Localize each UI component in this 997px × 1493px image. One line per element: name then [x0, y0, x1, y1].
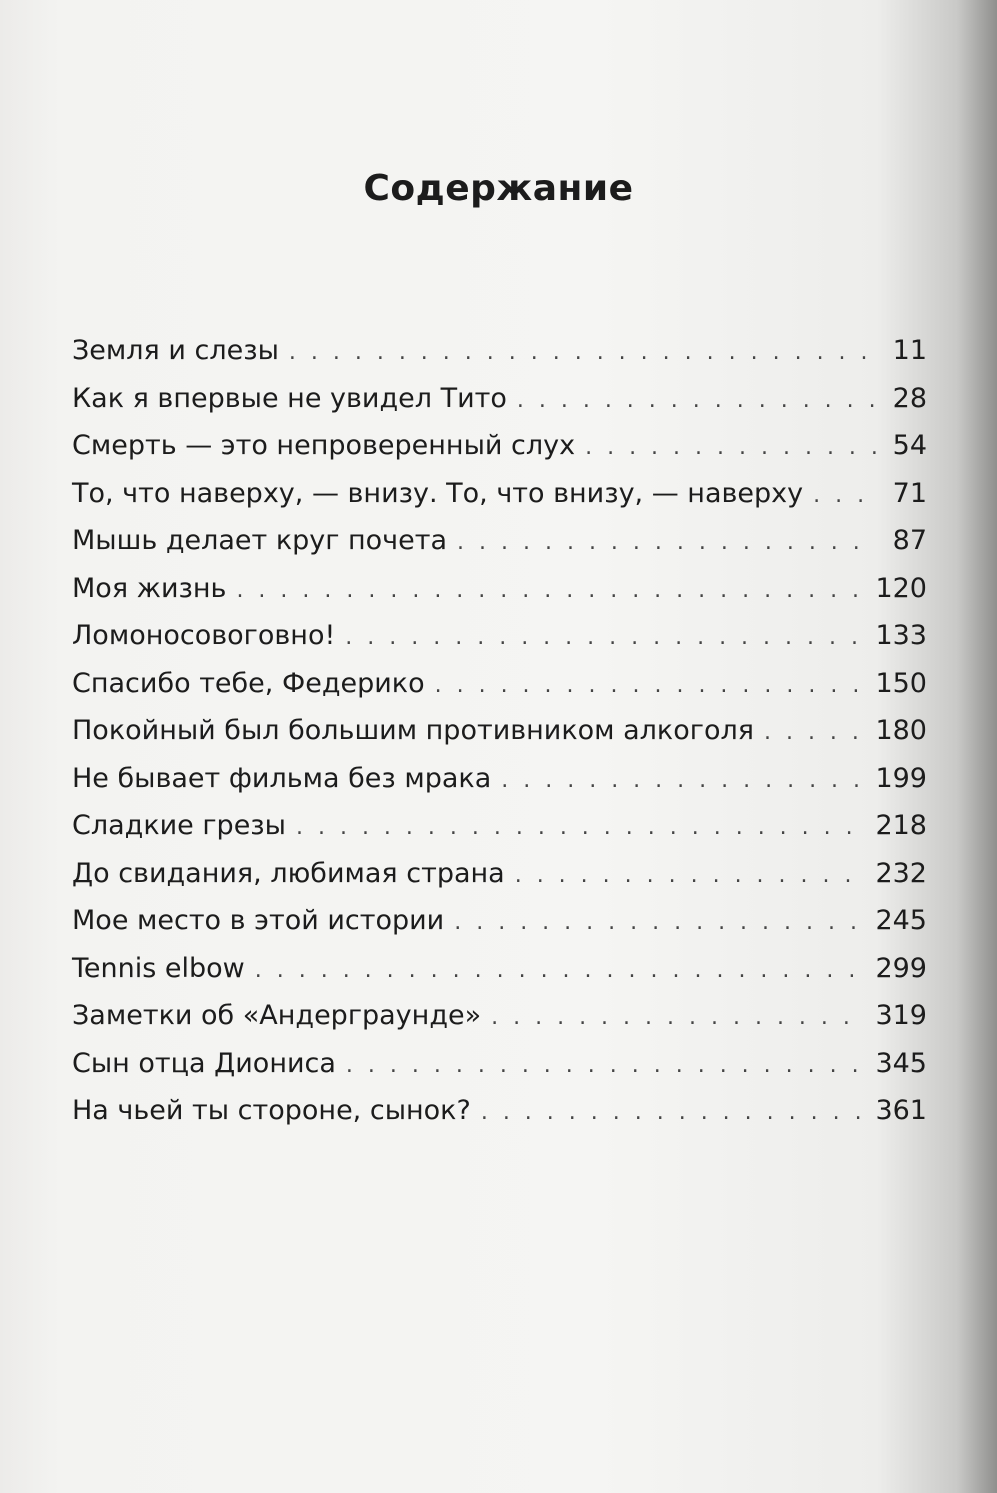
toc-entry-title: Мышь делает круг почета [72, 525, 448, 556]
leader-dots [491, 1005, 865, 1030]
toc-entry-title: Покойный был большим противником алкоголя [72, 715, 754, 746]
leader-dots [345, 625, 865, 650]
toc-entry-title: Мое место в этой истории [72, 905, 445, 936]
toc-entry-page: 345 [875, 1047, 927, 1079]
leader-dots [296, 815, 865, 840]
toc-entry-page: 245 [875, 905, 927, 936]
toc-entry [72, 335, 927, 383]
leader-dots [255, 958, 866, 983]
toc-entry [72, 763, 927, 811]
toc-entry-page: 150 [875, 667, 927, 699]
toc-entry [72, 1048, 927, 1096]
toc-entry [72, 430, 927, 478]
toc-entry-page: 28 [892, 382, 927, 414]
leader-dots [454, 910, 865, 935]
toc-entry [72, 573, 927, 621]
toc-entry-title: Земля и слезы [72, 335, 279, 366]
toc-entry-title: Заметки об «Андерграунде» [72, 1000, 482, 1031]
toc-entry-title: Моя жизнь [72, 572, 227, 604]
toc-entry [72, 1095, 927, 1143]
toc-entry-title: Спасибо тебе, Федерико [72, 667, 425, 699]
leader-dots [585, 435, 877, 460]
toc-entry-title: До свидания, любимая страна [72, 857, 505, 889]
toc-entry-page: 361 [875, 1095, 927, 1126]
toc-entry-title: Как я впервые не увидел Тито [72, 382, 507, 414]
toc-entry-title: Сын отца Диониса [72, 1047, 336, 1079]
toc-entry [72, 620, 927, 668]
leader-dots [501, 768, 865, 793]
leader-dots [813, 483, 877, 508]
toc-entry-page: 71 [892, 477, 927, 509]
toc-entry [72, 858, 927, 906]
toc-entry-page: 199 [875, 762, 927, 794]
leader-dots [346, 1053, 866, 1078]
toc-entry [72, 525, 927, 573]
toc-entry-page: 54 [892, 430, 927, 461]
toc-entry-title: То, что наверху, — внизу. То, что внизу, — наверху [72, 477, 804, 509]
toc-entry-title: Смерть — это непроверенный слух [72, 430, 576, 461]
toc-entry [72, 715, 927, 763]
toc-entry-page: 299 [875, 952, 927, 984]
toc-entry-page: 120 [875, 572, 927, 604]
leader-dots [457, 530, 877, 555]
toc-entry-page: 218 [875, 810, 927, 841]
toc-entry [72, 383, 927, 431]
toc-entry [72, 1000, 927, 1048]
toc-entry [72, 953, 927, 1001]
toc-entry-title: Сладкие грезы [72, 810, 286, 841]
toc-entry-page: 180 [875, 715, 927, 746]
leader-dots [289, 340, 877, 365]
table-of-contents [72, 335, 927, 1143]
toc-entry-title: Tennis elbow [72, 952, 245, 984]
toc-entry [72, 810, 927, 858]
toc-entry-page: 133 [875, 620, 927, 651]
toc-entry [72, 905, 927, 953]
toc-entry-title: Не бывает фильма без мрака [72, 762, 492, 794]
leader-dots [435, 673, 866, 698]
leader-dots [764, 720, 865, 745]
toc-entry [72, 478, 927, 526]
toc-entry-title: Ломоносовоговно! [72, 620, 336, 651]
toc-entry-page: 232 [875, 857, 927, 889]
toc-entry [72, 668, 927, 716]
leader-dots [515, 863, 866, 888]
toc-entry-page: 87 [892, 525, 927, 556]
leader-dots [481, 1100, 866, 1125]
toc-entry-page: 11 [892, 335, 927, 366]
toc-entry-page: 319 [875, 1000, 927, 1031]
leader-dots [236, 578, 865, 603]
page-title: Содержание [363, 168, 634, 209]
leader-dots [517, 388, 877, 413]
toc-entry-title: На чьей ты стороне, сынок? [72, 1095, 471, 1126]
